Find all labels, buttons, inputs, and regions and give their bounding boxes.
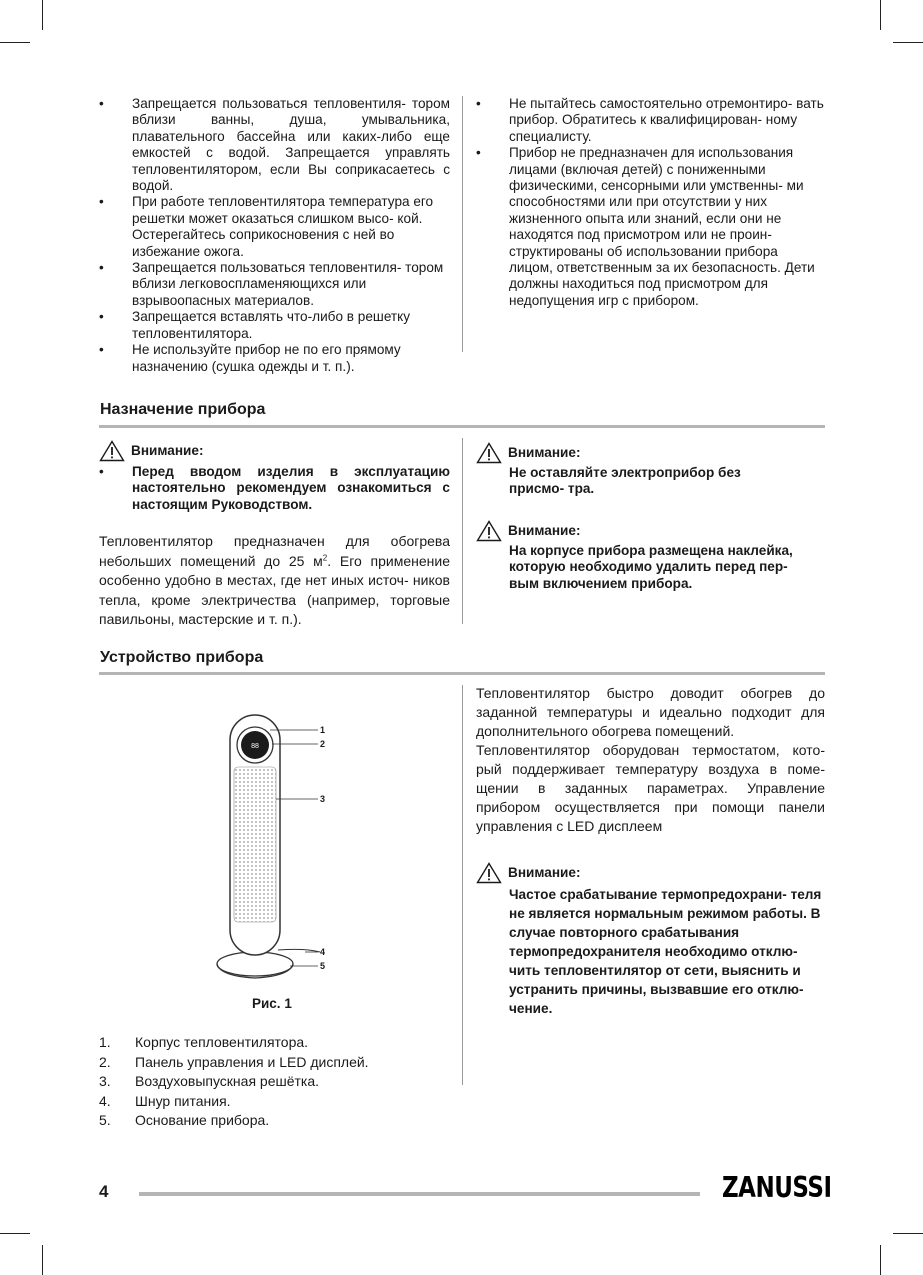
warning-heading: Внимание:	[99, 440, 450, 462]
list-item: 5. Основание прибора.	[99, 1112, 270, 1128]
warning-icon	[476, 442, 502, 464]
section-title: Устройство прибора	[100, 649, 264, 666]
crop-mark	[880, 0, 881, 30]
warning-heading: Внимание:	[476, 520, 825, 542]
heater-figure	[210, 712, 340, 987]
crop-mark	[0, 42, 30, 43]
crop-mark	[880, 1245, 881, 1275]
description-paragraph: Тепловентилятор оборудован термостатом, кото- рый поддерживает температуру воздуха в поме- щении в заданных параметрах. Управление прибором осуществляется при помощи панели управления с LED дисплеем	[476, 742, 825, 834]
display-readout: 88	[251, 743, 259, 750]
callout-label: 5	[320, 961, 326, 971]
list-item: 4. Шнур питания.	[99, 1092, 231, 1109]
warning-icon	[476, 862, 502, 884]
warning-text: Не оставляйте электроприбор без присмо- тра.	[509, 465, 741, 497]
list-item: • Не пытайтесь самостоятельно отремонтиро- вать прибор. Обратитесь к квалифицирован- ному специалисту.	[476, 96, 824, 144]
column-divider	[462, 96, 463, 352]
purpose-left	[99, 440, 450, 630]
callout-label: 1	[320, 725, 326, 735]
warning-text: Частое срабатывание термопредохрани- теля не является нормальным режимом работы. В случае повторного срабатывания термопредохранителя необходимо отклю- чить тепловентилятор от сети, выяснить и устранить причины, вызвавшие его отклю- чение.	[509, 887, 822, 1016]
warning-bullet: • Перед вводом изделия в эксплуатацию настоятельно рекомендуем ознакомиться с настоящим Руководством.	[99, 464, 450, 512]
brand-logo: ZANUSSI	[722, 1171, 832, 1205]
purpose-paragraph: Тепловентилятор предназначен для обогрева небольших помещений до 25 $м^2$. Его применение особенно удобно в местах, где нет иных источ- ников тепла, кроме электричества (например, торговые павильоны, мастерские и т. п.).	[99, 533, 450, 628]
air-grille	[234, 767, 276, 922]
callout-label: 4	[320, 947, 326, 957]
power-cord	[278, 949, 320, 952]
list-item: • Прибор не предназначен для использования лицами (включая детей) с пониженными физическими, сенсорными или умственны- ми способностями или при отсутствии у них жизненного опыта или знаний, если они не находятся под присмотром или не проин- структированы об использовании прибора лицом, ответственным за их безопасность. Дети должны находиться под присмотром для недопущения игр с прибором.	[476, 145, 815, 308]
warning-icon	[476, 520, 502, 542]
crop-mark	[0, 1233, 30, 1234]
callout-label: 3	[320, 794, 326, 804]
left-top-bullets	[99, 96, 450, 375]
list-item: 2. Панель управления и LED дисплей.	[99, 1053, 369, 1070]
column-divider	[462, 685, 463, 1085]
callout-label: 2	[320, 739, 326, 749]
list-item: • Не используйте прибор не по его прямому назначению (сушка одежды и т. п.).	[99, 342, 401, 374]
list-item: • При работе тепловентилятора температура его решетки может оказаться слишком высо- кой. Остерегайтесь соприкосновения с ней во избежание ожога.	[99, 194, 434, 259]
description-paragraph: Тепловентилятор быстро доводит обогрев до заданной температуры и идеально подходит для дополнительного обогрева помещений.	[476, 685, 825, 739]
crop-mark	[42, 1245, 43, 1275]
right-top-bullets	[476, 96, 825, 309]
crop-mark	[893, 1233, 923, 1234]
footer-rule	[139, 1192, 700, 1196]
list-item: • Запрещается пользоваться тепловентиля- тором вблизи легковоспламеняющихся или взрывоопасных материалов.	[99, 260, 444, 308]
crop-mark	[893, 42, 923, 43]
list-item: • Запрещается пользоваться тепловентиля- тором вблизи ванны, душа, умывальника, плавательного бассейна или каких-либо еще емкостей с водой. Запрещается управлять тепловентилятором, если Вы соприкасаетесь с водой.	[99, 96, 450, 194]
purpose-right	[476, 442, 825, 592]
list-item: 3. Воздуховыпускная решётка.	[99, 1073, 320, 1089]
section-rule	[99, 672, 825, 675]
section-rule	[99, 425, 825, 428]
crop-mark	[42, 0, 43, 30]
section-title: Назначение прибора	[100, 401, 266, 418]
list-item: • Запрещается вставлять что-либо в решетку тепловентилятора.	[99, 309, 411, 341]
page-number: 4	[99, 1182, 109, 1201]
warning-heading: Внимание:	[476, 862, 825, 884]
column-divider	[462, 438, 463, 624]
warning-icon	[99, 440, 125, 462]
parts-list	[99, 1033, 450, 1131]
warning-heading: Внимание:	[476, 442, 825, 464]
warning-text: На корпусе прибора размещена наклейка, которую необходимо удалить перед пер- вым включением прибора.	[509, 542, 793, 591]
figure-caption: Рис. 1	[252, 996, 292, 1011]
description-right	[476, 684, 825, 1018]
list-item: 1. Корпус тепловентилятора.	[99, 1034, 309, 1050]
